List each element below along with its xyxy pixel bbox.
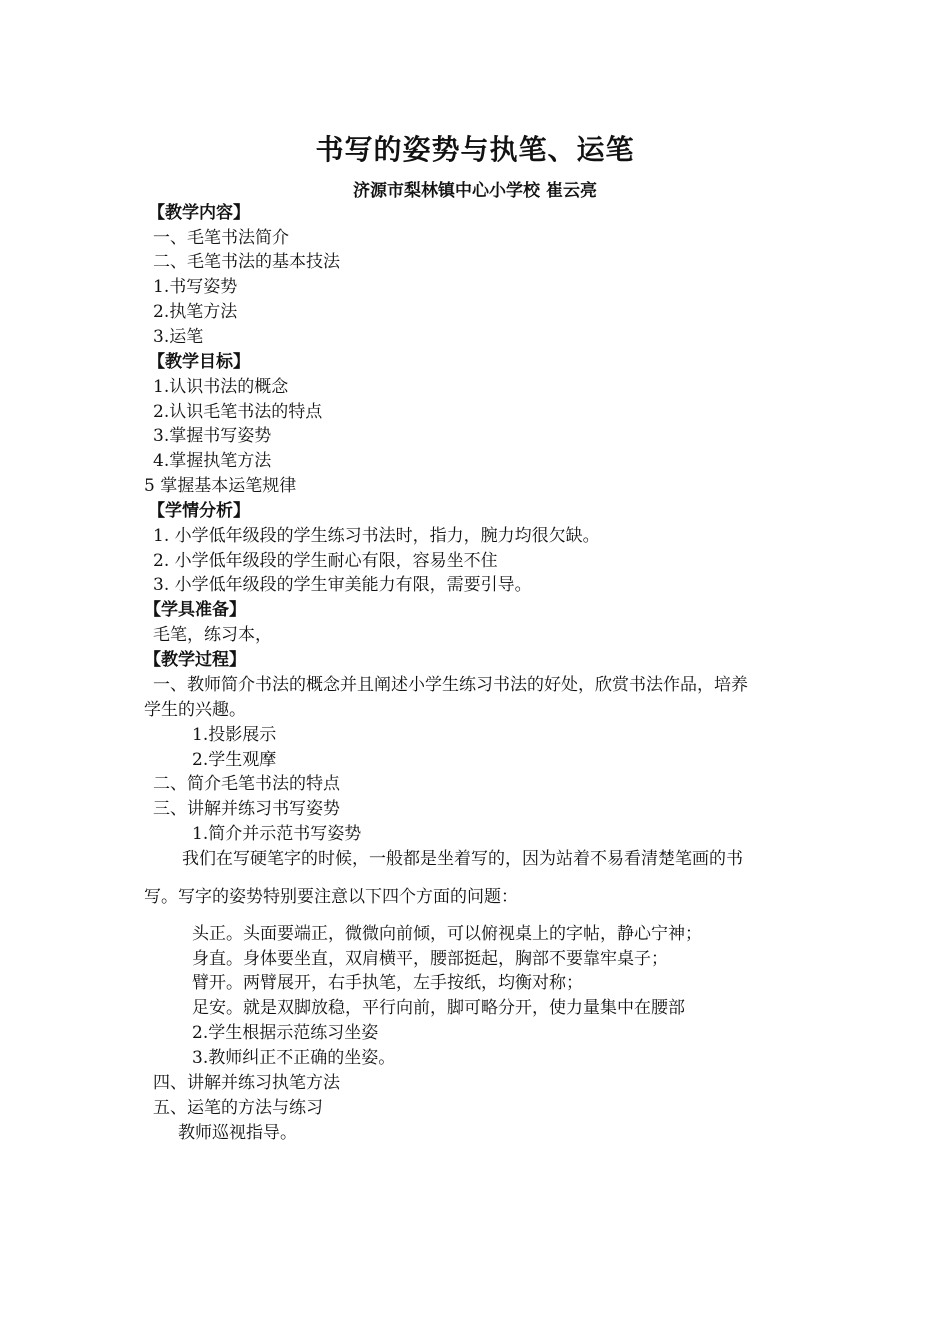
- process-step-1-sub: 2.学生观摩: [192, 750, 277, 770]
- posture-item: 身直。身体要坐直，双肩横平，腰部挺起，胸部不要靠牢桌子；: [192, 949, 668, 969]
- section-heading-process: 【教学过程】: [144, 650, 246, 670]
- analysis-item: 3. 小学低年级段的学生审美能力有限，需要引导。: [153, 575, 532, 595]
- process-step-4: 四、讲解并练习执笔方法: [153, 1073, 340, 1093]
- process-step-3: 三、讲解并练习书写姿势: [153, 799, 340, 819]
- content-item: 一、毛笔书法简介: [153, 228, 289, 248]
- materials-text: 毛笔，练习本，: [153, 625, 272, 645]
- goal-item: 4.掌握执笔方法: [153, 451, 272, 471]
- analysis-item: 1. 小学低年级段的学生练习书法时，指力，腕力均很欠缺。: [153, 526, 600, 546]
- closing-text: 教师巡视指导。: [178, 1123, 297, 1143]
- goal-item: 3.掌握书写姿势: [153, 426, 272, 446]
- process-step-2: 二、简介毛笔书法的特点: [153, 774, 340, 794]
- paragraph-line-1: 我们在写硬笔字的时候，一般都是坐着写的，因为站着不易看清楚笔画的书: [182, 849, 743, 869]
- posture-item: 足安。就是双脚放稳，平行向前，脚可略分开，使力量集中在腰部: [192, 998, 685, 1018]
- content-item: 二、毛笔书法的基本技法: [153, 252, 340, 272]
- goal-item: 2.认识毛笔书法的特点: [153, 402, 323, 422]
- process-step-1-line-1: 一、教师简介书法的概念并且阐述小学生练习书法的好处，欣赏书法作品，培养: [153, 675, 748, 695]
- posture-item: 臂开。两臂展开，右手执笔，左手按纸，均衡对称；: [192, 973, 583, 993]
- section-heading-analysis: 【学情分析】: [148, 501, 250, 521]
- section-heading-goals: 【教学目标】: [148, 352, 250, 372]
- content-item: 2.执笔方法: [153, 302, 238, 322]
- process-step-1-sub: 1.投影展示: [192, 725, 277, 745]
- posture-item: 头正。头面要端正，微微向前倾，可以俯视桌上的字帖，静心宁神；: [192, 924, 702, 944]
- analysis-item: 2. 小学低年级段的学生耐心有限，容易坐不住: [153, 551, 498, 571]
- process-step-5: 五、运笔的方法与练习: [153, 1098, 323, 1118]
- process-step-3-sub-1: 1.简介并示范书写姿势: [192, 824, 362, 844]
- process-step-3-sub-3: 3.教师纠正不正确的坐姿。: [192, 1048, 396, 1068]
- paragraph-line-2: 写。写字的姿势特别要注意以下四个方面的问题：: [144, 887, 518, 907]
- section-heading-materials: 【学具准备】: [144, 600, 246, 620]
- content-item: 1.书写姿势: [153, 277, 238, 297]
- section-heading-content: 【教学内容】: [148, 203, 250, 223]
- process-step-1-line-2: 学生的兴趣。: [144, 700, 246, 720]
- process-step-3-sub-2: 2.学生根据示范练习坐姿: [192, 1023, 379, 1043]
- document-title: 书写的姿势与执笔、运笔: [315, 133, 635, 166]
- content-item: 3.运笔: [153, 327, 204, 347]
- goal-item: 5 掌握基本运笔规律: [144, 476, 297, 496]
- author-line: 济源市梨林镇中心小学校 崔云亮: [353, 181, 597, 201]
- goal-item: 1.认识书法的概念: [153, 377, 289, 397]
